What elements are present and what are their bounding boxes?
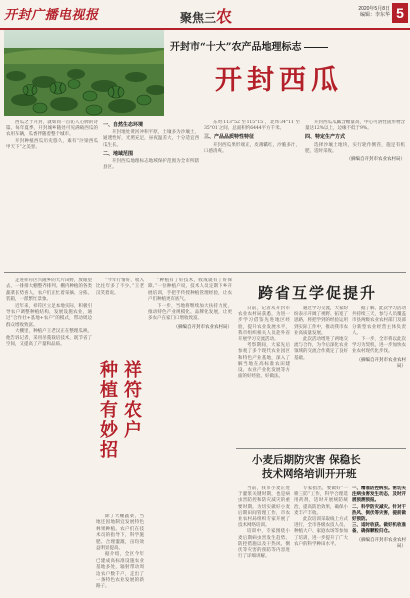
- newspaper-logo: 开封广播电视报: [4, 8, 99, 23]
- right-story-2-title-line-1: 小麦后期防灾害 保稳长: [252, 454, 361, 466]
- paragraph: 开封地处黄河冲积平原，土壤多为沙壤土，通透性好，光照充足，昼夜温差大，十分适宜西瓜生长。: [103, 130, 199, 148]
- issue-editor: 编辑：李东华: [359, 12, 390, 18]
- top-story-column-4: [305, 120, 405, 268]
- paragraph: 东经113°52′至115°15′，北纬34°11′至35°01′之间，总面积约6444平方千米。: [204, 120, 300, 132]
- paragraph: 除了大棚蔬菜，当地还因地制宜发展特色林果种植。农户们在技术员的指导下，科学施肥、合理灌溉，亩均效益明显提高。: [96, 514, 144, 552]
- top-story-subtitle: [170, 38, 330, 53]
- right-story-1-column-3: [352, 306, 406, 446]
- right-story-2-column-2: [294, 486, 348, 592]
- paragraph: 走进祥符区兴隆乡的大片田野，放眼望去，一排排大棚整齐排列。棚内种植的各类蔬菜长势喜人，农户们正忙着采摘、分拣、装箱，一派繁忙景象。: [6, 278, 92, 303]
- left-story-column-2a: [96, 278, 144, 356]
- top-story-column-1: [6, 120, 98, 268]
- left-story-title: [96, 360, 142, 510]
- top-story-column-3: [204, 120, 300, 268]
- paragraph: “种植有了好技术，收成就有了好保障。”一位种植户说，技术人员定期下乡开展培训，手把手传授种植管理经验，让农户们种植更有底气。: [148, 278, 232, 303]
- right-story-2-column-1: [238, 486, 290, 592]
- page-number: 5: [392, 3, 408, 23]
- section-char: 农: [216, 7, 233, 26]
- divider: [4, 272, 406, 273]
- issue-info: [326, 6, 390, 18]
- paragraph: 下一步，全市将以此次学习为契机，进一步加快农业农村现代化步伐。: [352, 337, 406, 355]
- title-line-1: 祥符农户: [121, 360, 142, 440]
- paragraph: 一、精准防控病虫。密切关注病虫害发生动态，及时开展预测预报。: [352, 486, 406, 504]
- paragraph: 考察期间，大家先后参观了多个现代农业园区和特色产业基地，深入了解当地在高标准农田建设、农业产业化发展等方面的好经验、好做法。: [238, 343, 290, 380]
- paragraph: 二、科学防灾减灾。针对干热风、倒伏等灾害，提前做好预防。: [352, 504, 406, 523]
- paragraph: 此次活动增进了两地交流与合作，为今后深化农业领域的交流合作奠定了良好基础。: [294, 337, 348, 361]
- paragraph: 日前，记者从开封市农业农村局获悉，为进一步学习借鉴先进地区经验，提升农业发展水平，我市组织相关人员赴外省开展学习交流活动。: [238, 306, 290, 343]
- byline: （摘编自开封市农业农村局）: [173, 324, 232, 330]
- right-story-2-title-line-2: 技术网络培训开开班: [262, 468, 357, 480]
- issue-date: 2020年5月8日: [358, 6, 390, 12]
- section-prefix: 聚焦三: [180, 11, 217, 25]
- right-story-2-column-3: [352, 486, 406, 592]
- paragraph: 近年来，祥符区立足本地实际，积极引导农户调整种植结构，发展设施农业，通过“合作社+基地+农户”的模式，带动周边群众增收致富。: [6, 303, 92, 328]
- paragraph: “今年行情好，收入比往年多了不少。”王老汉笑着说。: [96, 278, 144, 296]
- paragraph: 开封种植西瓜历史悠久，素有“汴梁西瓜甲天下”之美誉。: [6, 138, 98, 150]
- paragraph: 开封西瓜瓜瓤含糖量高，中心可溶性固形物含量达12%以上，边缘不低于9%。: [305, 120, 405, 132]
- right-story-1-column-1: [238, 306, 290, 446]
- byline: （摘编自开封市农业农村局）: [356, 357, 406, 369]
- paragraph: 当前，我市小麦正处于灌浆关键时期，也是病虫害防控和防灾减灾的重要时期。为切实做好小麦后期田间管理工作，市农业农村局组织专家开展了技术网络培训。: [238, 486, 290, 529]
- subtitle-dash: [304, 47, 328, 48]
- paragraph: 三、适时收获。做好机收准备，确保颗粒归仓。: [352, 523, 406, 535]
- section-title: [180, 4, 232, 27]
- paragraph: 选择沙壤土地块，实行轮作倒茬，施足有机肥，适时采收。: [305, 142, 405, 154]
- subheading: 一、自然生态环境: [103, 122, 144, 128]
- paragraph: 此次培训采取线上方式进行，全市各级农技人员、种植大户、家庭农场等参加了培训，进一步提升了广大农户的科学种田水平。: [294, 517, 348, 547]
- right-story-1-column-2: [294, 306, 348, 446]
- paragraph: 大棚里，种植户王老汉正在整理瓜秧。他告诉记者，采用吊蔓栽培技术，既节省了空间，又提高了产量和品质。: [6, 329, 92, 348]
- paragraph: 开封西瓜地理标志地域保护范围为全市所辖县区。: [103, 159, 199, 171]
- watermelon-field-photo: [4, 30, 164, 116]
- paragraph: 培训中，专家围绕小麦后期病虫害发生趋势、防控措施以及干热风、倒伏等灾害的预防等内容进行了详细讲解。: [238, 529, 290, 560]
- paragraph: 西瓜之于开封，就如同一首沁人心脾的诗篇。每年夏季，开封城乡随处可见满载西瓜的农用车辆，瓜香伴随着整个城市。: [6, 120, 98, 138]
- byline: （摘编自开封市农业农村局）: [356, 537, 406, 549]
- masthead: [0, 0, 410, 30]
- paragraph: 据了解，此次学习活动共持续三天，参与人员覆盖市县两级农业农村部门及部分新型农业经营主体负责人。: [352, 306, 406, 336]
- paragraph: 下一步，当地将继续加大扶持力度，推动特色产业规模化、品牌化发展，让更多农户在家门口增收致富。: [148, 303, 232, 322]
- subheading: 三、产品品质特性特征: [204, 134, 255, 141]
- left-story-column-1: [6, 278, 92, 590]
- paragraph: 通过学习交流，大家纷纷表示开阔了视野、拓宽了思路，将把学到的经验运用到实际工作中，推动我市农业高质量发展。: [294, 306, 348, 336]
- right-story-1-title: 跨省互学促提升: [258, 284, 378, 302]
- subheading: 四、特定生产方式: [305, 134, 346, 141]
- paragraph: 专家指出，要做好“一喷三防”工作，科学合理选用药剂，适时开展统防统治，提高防治效果，确保小麦丰产丰收。: [294, 486, 348, 516]
- paragraph: 开封西瓜果形端正，皮薄瓤红，沙脆多汁，口感清爽。: [204, 142, 300, 154]
- left-story-column-2b: [96, 514, 144, 590]
- title-line-2: 种植有妙招: [97, 360, 118, 460]
- byline: （摘编自开封市农业农村局）: [346, 157, 405, 163]
- subheading: 二、地域范围: [103, 150, 134, 157]
- top-story-column-2: [103, 120, 199, 268]
- paragraph: 据介绍，全区今年已建成高标准设施农业基地多处，辐射带动周边农户数千户，走出了一条特色农业发展的新路子。: [96, 552, 144, 590]
- left-story-column-3: [148, 278, 232, 590]
- top-story-title: 开封西瓜: [215, 65, 343, 96]
- subtitle-text: 开封市“十大”农产品地理标志: [170, 42, 302, 53]
- divider: [236, 448, 406, 449]
